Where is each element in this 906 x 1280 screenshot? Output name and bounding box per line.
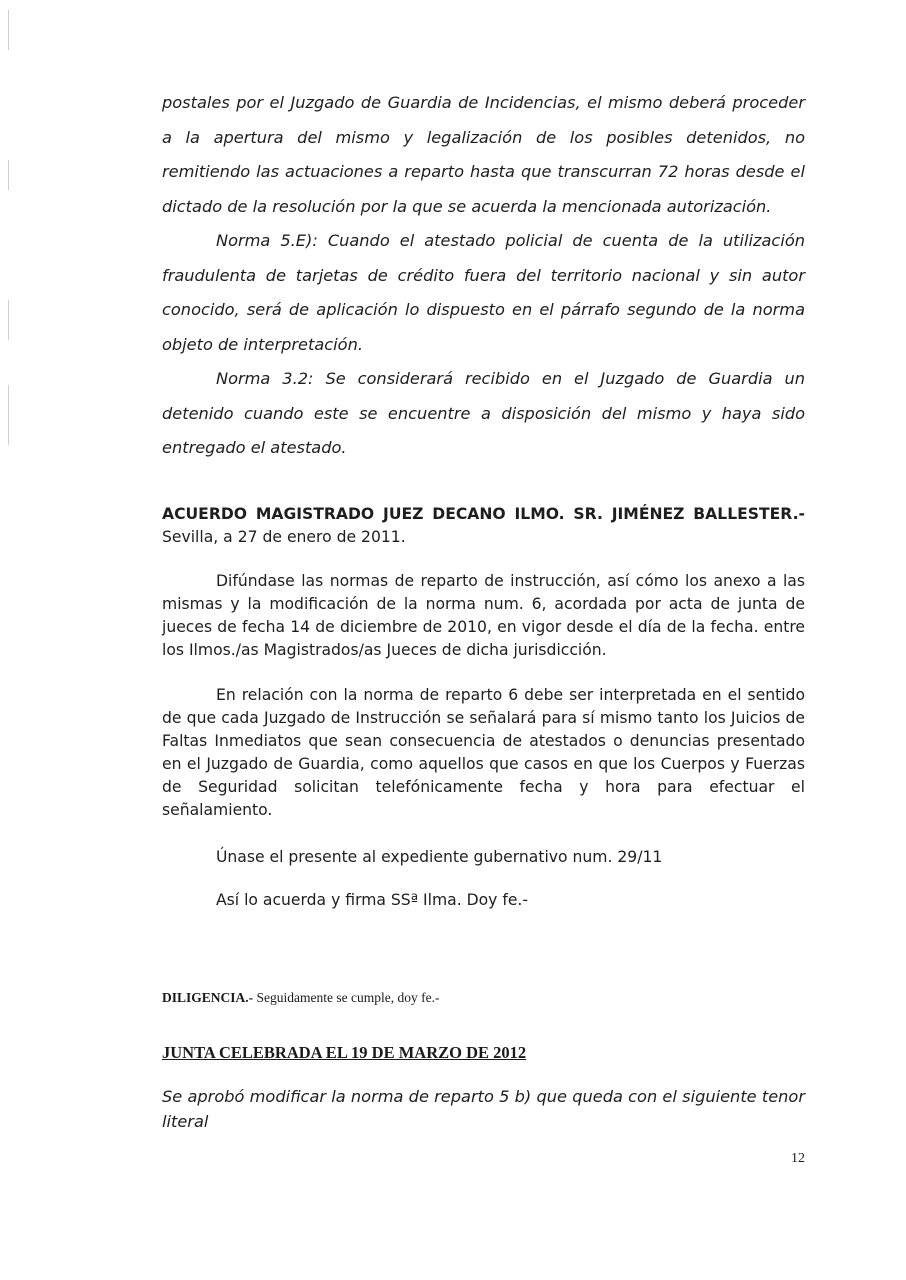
scan-artifact [8,160,9,190]
diligencia-line [162,990,439,1006]
norma-3-2-paragraph: Norma 3.2: Se considerará recibido en el Juzgado de Guardia un detenido cuando este se encuentre a disposición del mismo y haya sido entregado el atestado. [162,369,805,457]
scan-artifact [8,385,9,445]
acuerdo-paragraph-1: Difúndase las normas de reparto de instrucción, así cómo los anexo a las mismas y la modificación de la norma num. 6, acordada por acta de junta de jueces de fecha 14 de diciembre de 2010, en vigor desde el día de la fecha. entre los Ilmos./as Magistrados/as Jueces de dicha jurisdicción. [162,572,805,659]
acuerdo-heading: ACUERDO MAGISTRADO JUEZ DECANO ILMO. SR. JIMÉNEZ BALLESTER.- [162,505,805,523]
junta-text: Se aprobó modificar la norma de reparto 5 b) que queda con el siguiente tenor literal [162,1087,805,1131]
acuerdo-paragraph-3: Únase el presente al expediente gubernativo num. 29/11 [216,848,663,866]
scan-artifact [8,10,9,50]
page-number: 12 [791,1151,805,1166]
acuerdo-paragraph-4: Así lo acuerda y firma SSª Ilma. Doy fe.- [216,891,529,909]
acuerdo-paragraph-2: En relación con la norma de reparto 6 debe ser interpretada en el sentido de que cada Juzgado de Instrucción se señalará para sí mismo tanto los Juicios de Faltas Inmediatos que sean consecuencia de atestados o denuncias presentado en el Juzgado de Guardia, como aquellos que casos en que los Cuerpos y Fuerzas de Seguridad solicitan telefónicamente fecha y hora para efectuar el señalamiento. [162,686,805,819]
junta-heading: JUNTA CELEBRADA EL 19 DE MARZO DE 2012 [162,1043,527,1062]
diligencia-text: Seguidamente se cumple, doy fe.- [253,990,440,1005]
continuation-paragraph: postales por el Juzgado de Guardia de Incidencias, el mismo deberá proceder a la apertura del mismo y legalización de los posibles detenidos, no remitiendo las actuaciones a reparto hasta que transcurran 72 horas desde el dictado de la resolución por la que se acuerda la mencionada autorización. [162,93,805,216]
diligencia-label: DILIGENCIA.- [162,990,254,1005]
norma-5e-paragraph: Norma 5.E): Cuando el atestado policial de cuenta de la utilización fraudulenta de tarjetas de crédito fuera del territorio nacional y sin autor conocido, será de aplicación lo dispuesto en el párrafo segundo de la norma objeto de interpretación. [162,231,805,354]
acuerdo-heading-line [162,503,805,549]
scan-artifact [8,300,9,340]
acuerdo-place-date: Sevilla, a 27 de enero de 2011. [162,528,406,546]
italic-norms-block [162,86,805,466]
